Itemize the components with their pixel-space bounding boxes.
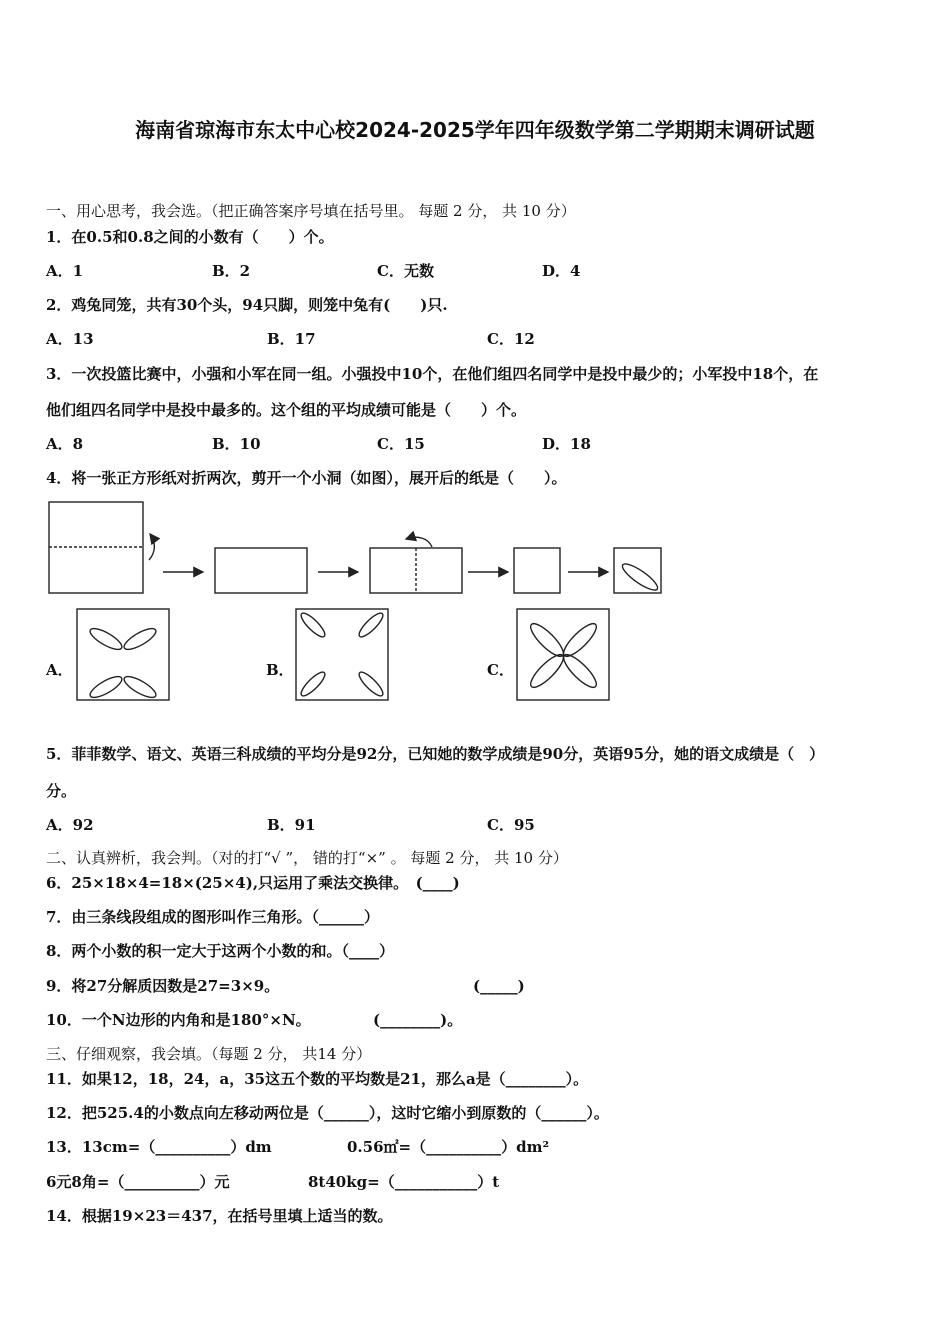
q2-option-c: C．12 — [487, 330, 535, 348]
page-title: 海南省琼海市东太中心校2024-2025学年四年级数学第二学期期末调研试题 — [135, 118, 815, 142]
question-9-blank: (_____) — [473, 977, 525, 995]
q1-option-d: D．4 — [542, 262, 581, 280]
fold-left-arrow-icon — [406, 537, 432, 547]
option-a-figure — [77, 609, 169, 700]
question-5-line-1: 5．菲菲数学、语文、英语三科成绩的平均分是92分，已知她的数学成绩是90分，英语95分，她的语文成绩是（ ） — [46, 745, 825, 763]
q5-option-c: C．95 — [487, 816, 535, 834]
fold-step-quarter — [514, 548, 560, 593]
q1-option-b: B．2 — [212, 262, 251, 280]
q3-option-a: A．8 — [46, 435, 84, 453]
question-2: 2．鸡兔同笼，共有30个头，94只脚，则笼中兔有( )只. — [46, 296, 448, 314]
section-3-heading: 三、仔细观察，我会填。（每题 2 分， 共14 分） — [46, 1045, 372, 1063]
question-13-part-c: 6元8角=（__________）元 — [46, 1173, 230, 1191]
q5-option-b: B．91 — [267, 816, 316, 834]
q2-option-a: A．13 — [46, 330, 94, 348]
q3-option-b: B．10 — [212, 435, 261, 453]
question-1: 1．在0.5和0.8之间的小数有（ ）个。 — [46, 228, 334, 246]
question-10-blank: (________)。 — [373, 1011, 463, 1029]
section-1-heading: 一、用心思考，我会选。（把正确答案序号填在括号里。 每题 2 分， 共 10 分） — [46, 202, 576, 220]
question-8: 8．两个小数的积一定大于这两个小数的和。（____） — [46, 942, 394, 960]
question-5-line-2: 分。 — [46, 782, 77, 800]
question-7: 7．由三条线段组成的图形叫作三角形。（______） — [46, 908, 379, 926]
option-b-figure — [296, 609, 388, 700]
q4-option-a: A． — [46, 661, 73, 679]
question-12: 12．把525.4的小数点向左移动两位是（______），这时它缩小到原数的（______）。 — [46, 1104, 609, 1122]
question-6: 6．25×18×4=18×(25×4),只运用了乘法交换律。 (____) — [46, 874, 460, 892]
q5-option-a: A．92 — [46, 816, 94, 834]
q1-option-a: A．1 — [46, 262, 84, 280]
question-13-part-d: 8t40kg=（___________）t — [308, 1173, 500, 1191]
q1-option-c: C．无数 — [377, 262, 434, 280]
question-9: 9．将27分解质因数是27=3×9。 — [46, 977, 280, 995]
question-11: 11．如果12，18，24，a，35这五个数的平均数是21，那么a是（________）。 — [46, 1070, 589, 1088]
question-13-part-a: 13．13cm=（__________）dm — [46, 1138, 272, 1156]
fold-step-half — [215, 548, 307, 593]
q4-option-b: B． — [266, 661, 294, 679]
q3-option-c: C．15 — [377, 435, 425, 453]
q3-option-d: D．18 — [542, 435, 591, 453]
question-14: 14．根据19×23＝437，在括号里填上适当的数。 — [46, 1207, 393, 1225]
q2-option-b: B．17 — [267, 330, 316, 348]
question-10: 10．一个N边形的内角和是180°×N。 — [46, 1011, 311, 1029]
question-13-part-b: 0.56㎡=（__________）dm² — [347, 1138, 550, 1156]
cut-hole — [619, 560, 660, 594]
fold-step-cut — [614, 548, 661, 593]
q4-option-c: C． — [487, 661, 514, 679]
section-2-heading: 二、认真辨析，我会判。（对的打“√ ”， 错的打“×” 。 每题 2 分， 共 10 分） — [46, 849, 568, 867]
question-3-line-2: 他们组四名同学中是投中最多的。这个组的平均成绩可能是（ ）个。 — [46, 401, 527, 419]
question-3-line-1: 3．一次投篮比赛中，小强和小军在同一组。小强投中10个，在他们组四名同学中是投中最少的；小军投中18个，在 — [46, 365, 819, 383]
question-4: 4．将一张正方形纸对折两次，剪开一个小洞（如图），展开后的纸是（ ）。 — [46, 469, 567, 487]
fold-up-arrow-icon — [149, 534, 154, 560]
